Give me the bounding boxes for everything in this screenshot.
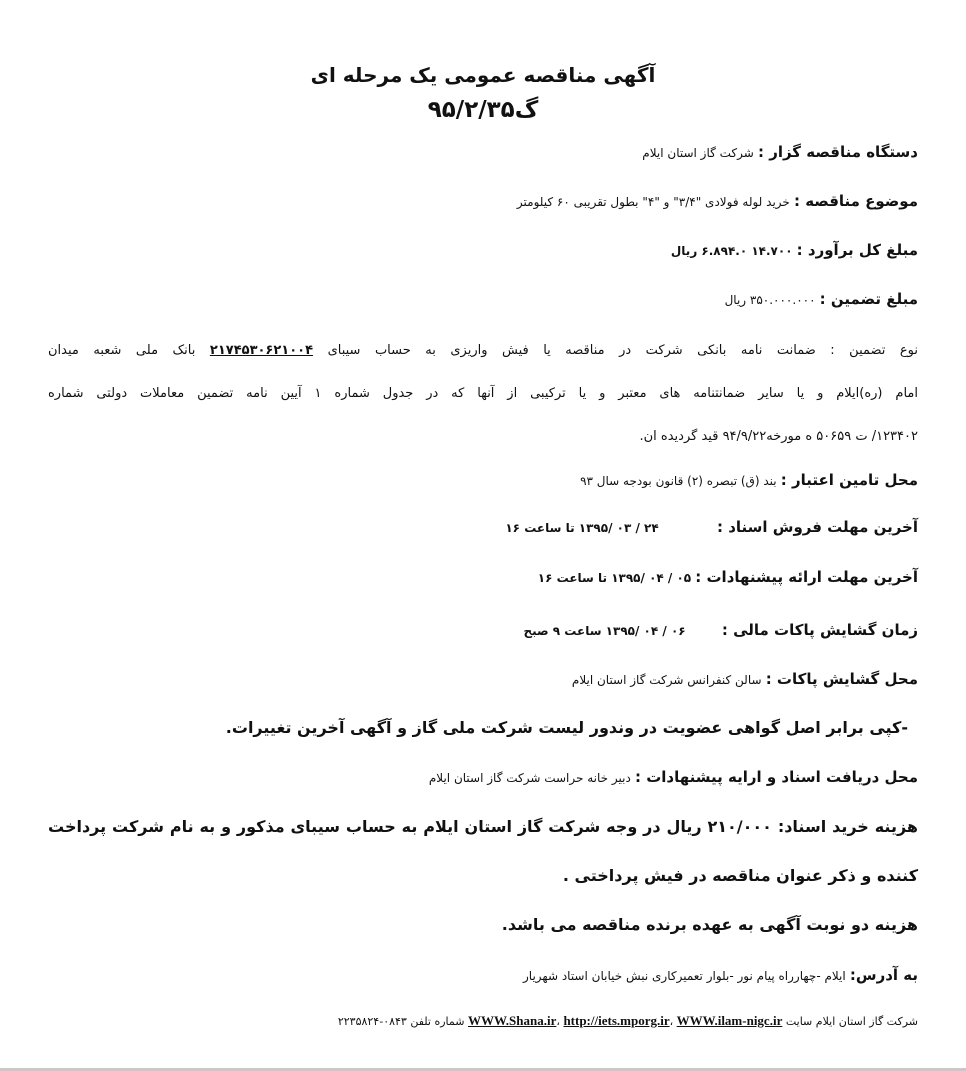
guarantee-type-line3: ۱۲۳۴۰۲/ ت ۵۰۶۵۹ ه مورخه۹۴/۹/۲۲ قید گردیده ان. <box>639 429 918 444</box>
footer-phone: ۰۸۴۳-۲۲۳۵۸۲۴ <box>337 1015 407 1028</box>
opening-time-value: ۰۶ / ۰۴ /۱۳۹۵ ساعت ۹ صبح <box>523 624 686 638</box>
footer-company-site: شرکت گاز استان ایلام سایت <box>785 1015 918 1028</box>
guarantee-type-prefix: نوع تضمین : ضمانت نامه بانکی شرکت در مناقصه یا فیش واریزی به حساب سیبای <box>327 343 919 358</box>
opening-place-label: محل گشایش پاکات : <box>765 670 918 688</box>
guarantee-line <box>48 290 918 310</box>
footer-link-shana[interactable]: WWW.Shana.ir <box>467 1013 557 1028</box>
footer-contacts <box>96 1013 918 1030</box>
notice-title: آگهی مناقصه عمومی یک مرحله ای <box>310 63 656 87</box>
subject-value: خرید لوله فولادی "۳/۴" و "۴" بطول تقریبی ۶۰ کیلومتر <box>516 195 790 209</box>
address-label: به آدرس: <box>849 966 918 984</box>
estimate-value: ۱۴.۷۰۰ ۶.۸۹۴.۰ ریال <box>670 244 793 258</box>
tender-number: گ۹۵/۲/۳۵ <box>427 97 539 123</box>
address-line <box>48 966 918 986</box>
estimate-label: مبلغ کل برآورد : <box>796 241 918 259</box>
guarantee-type-suffix: بانک ملی شعبه میدان <box>48 343 196 358</box>
offer-deadline-label: آخرین مهلت ارائه پیشنهادات : <box>695 568 918 586</box>
sale-deadline-label: آخرین مهلت فروش اسناد : <box>716 518 918 536</box>
footer-phone-label: شماره تلفن <box>410 1015 465 1028</box>
organizer-line <box>48 143 918 163</box>
submission-place-line <box>48 768 918 788</box>
sale-deadline-line <box>48 518 918 538</box>
opening-place-line <box>48 670 918 690</box>
estimate-line <box>48 241 918 261</box>
opening-time-label: زمان گشایش پاکات مالی : <box>721 621 918 639</box>
address-value: ایلام -چهارراه پیام نور -بلوار تعمیرکاری نبش خیابان استاد شهریار <box>523 969 846 983</box>
organizer-label: دستگاه مناقصه گزار : <box>757 143 918 161</box>
footer-link-iets[interactable]: http://iets.mporg.ir <box>563 1013 670 1028</box>
guarantee-value: ۳۵۰.۰۰۰.۰۰۰ ریال <box>724 293 816 307</box>
guarantee-type-line1 <box>48 342 918 360</box>
footer-link-ilam-nigc[interactable]: WWW.ilam-nigc.ir <box>676 1013 783 1028</box>
membership-note: -کپی برابر اصل گواهی عضویت در وندور لیست شرکت ملی گاز و آگهی آخرین تغییرات. <box>225 718 908 737</box>
offer-deadline-line <box>48 568 918 588</box>
guarantee-account-number: ۲۱۷۴۵۳۰۶۲۱۰۰۴ <box>209 343 314 358</box>
subject-line <box>48 192 918 212</box>
footer-separator-2: ، <box>669 1015 674 1028</box>
offer-deadline-value: ۰۵ / ۰۴ /۱۳۹۵ تا ساعت ۱۶ <box>537 571 692 585</box>
guarantee-label: مبلغ تضمین : <box>819 290 918 308</box>
guarantee-type-line2: امام (ره)ایلام و یا سایر ضمانتنامه های معتبر و یا ترکیبی از آنها که در جدول شماره ۱ آیین نامه تضمین معاملات دولتی شماره <box>48 386 918 401</box>
organizer-value: شرکت گاز استان ایلام <box>642 146 754 160</box>
opening-place-value: سالن کنفرانس شرکت گاز استان ایلام <box>571 673 762 687</box>
ad-cost-note: هزینه دو نوبت آگهی به عهده برنده مناقصه می باشد. <box>501 915 918 934</box>
submission-place-value: دبیر خانه حراست شرکت گاز استان ایلام <box>428 771 631 785</box>
funding-value: بند (ق) تبصره (۲) قانون بودجه سال ۹۳ <box>580 474 777 488</box>
funding-line <box>48 471 918 491</box>
opening-time-line <box>48 621 918 641</box>
subject-label: موضوع مناقصه : <box>793 192 918 210</box>
purchase-fee-line2: کننده و ذکر عنوان مناقصه در فیش پرداختی . <box>562 866 918 885</box>
funding-label: محل تامین اعتبار : <box>780 471 918 489</box>
footer-separator: ، <box>556 1015 560 1028</box>
purchase-fee-line1: هزینه خرید اسناد: ۲۱۰/۰۰۰ ریال در وجه شرکت گاز استان ایلام به حساب سیبای مذکور و به نام شرکت پرداخت <box>48 817 918 836</box>
submission-place-label: محل دریافت اسناد و ارایه پیشنهادات : <box>634 768 918 786</box>
sale-deadline-value: ۲۴ / ۰۳ /۱۳۹۵ تا ساعت ۱۶ <box>505 521 659 535</box>
